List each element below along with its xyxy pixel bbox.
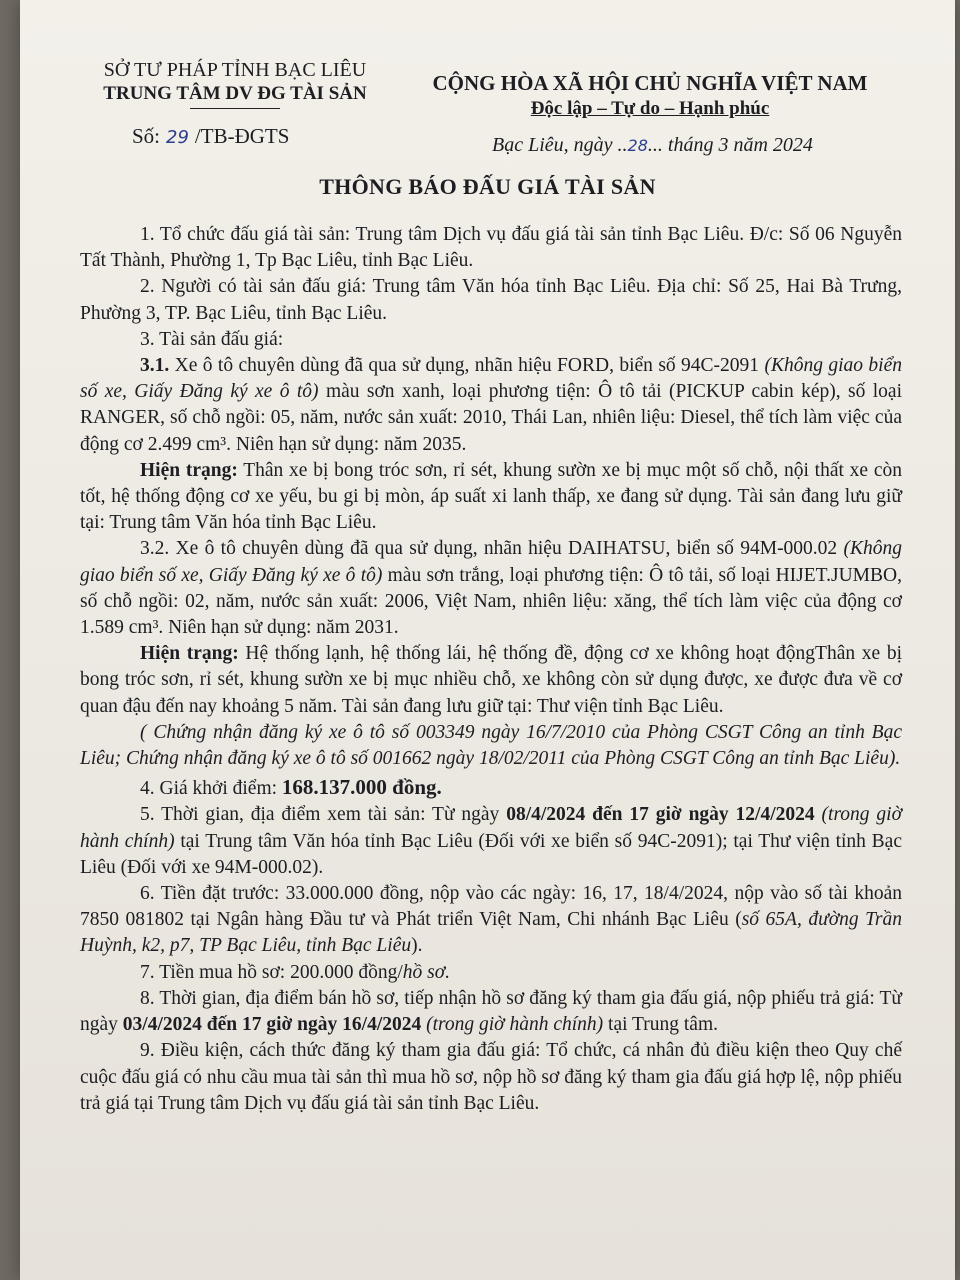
section-5-text-b: tại Trung tâm Văn hóa tỉnh Bạc Liêu (Đối với xe biển số 94C-2091); tại Thư viện tỉnh Bạc Liêu (Đối với xe 94M-000.02). xyxy=(80,830,902,878)
doc-no-prefix: Số: xyxy=(132,124,161,148)
starting-price-value: 168.137.000 đồng. xyxy=(281,775,442,800)
section-9: 9. Điều kiện, cách thức đăng ký tham gia đấu giá: Tổ chức, cá nhân đủ điều kiện theo Quy chế cuộc đấu giá có nhu cầu mua tài sản thì mua hồ sơ, nộp hồ sơ đăng ký tham gia đấu giá hợp lệ, nộp phiếu trả giá tại Trung tâm Dịch vụ đấu giá tài sản tỉnh Bạc Liêu. xyxy=(80,1040,902,1114)
section-1: 1. Tổ chức đấu giá tài sản: Trung tâm Dịch vụ đấu giá tài sản tỉnh Bạc Liêu. Đ/c: Số 06 Nguyễn Tất Thành, Phường 1, Tp Bạc Liêu, tỉnh Bạc Liêu. xyxy=(80,224,902,272)
issuing-organization xyxy=(70,58,400,109)
document-title: THÔNG BÁO ĐẤU GIÁ TÀI SẢN xyxy=(319,174,656,199)
date-day-handwritten: 28 xyxy=(627,136,648,155)
section-3-2-text-b: màu sơn trắng, loại phương tiện: Ô tô tải, số loại HIJET.JUMBO, số chỗ ngồi: 02, năm, nước sản xuất: 2006, Việt Nam, nhiên liệu: xăng, thể tích làm việc của động cơ 1.589 cm³. Niên hạn sử dụng: năm 2031. xyxy=(80,564,902,639)
condition-label: Hiện trạng: xyxy=(140,459,238,481)
document-page xyxy=(20,0,955,1280)
bank-address: số 65A, đường Trần Huỳnh, k2, p7, TP Bạc Liêu, tỉnh Bạc Liêu xyxy=(80,909,902,957)
national-header xyxy=(405,70,895,122)
section-8-note: (trong giờ hành chính) xyxy=(421,1014,604,1036)
doc-no-suffix: /TB-ĐGTS xyxy=(194,124,290,148)
section-3-2 xyxy=(80,536,902,641)
section-3-1-number: 3.1. xyxy=(140,355,170,377)
date-suffix: ... tháng 3 năm 2024 xyxy=(647,134,813,156)
section-2: 2. Người có tài sản đấu giá: Trung tâm Văn hóa tỉnh Bạc Liêu. Địa chỉ: Số 25, Hai Bà Trưng, Phường 3, TP. Bạc Liêu, tỉnh Bạc Liêu. xyxy=(80,276,902,324)
condition-text: Hệ thống lạnh, hệ thống lái, hệ thống đề, động cơ xe không hoạt độngThân xe bị bong tróc sơn, rỉ sét, khung sườn xe bị mục nhiều chỗ, xe không còn sử dụng được, xe được đưa về cơ quan đậu đến nay khoảng 5 năm. Tài sản đang lưu giữ tại: Thư viện tỉnh Bạc Liêu. xyxy=(80,643,903,717)
org-line-1: SỞ TƯ PHÁP TỈNH BẠC LIÊU xyxy=(103,59,367,81)
section-3-1-note: (Không giao biển số xe, Giấy Đăng ký xe ô tô) xyxy=(80,355,902,403)
section-6-text-a: 6. Tiền đặt trước: 33.000.000 đồng, nộp vào các ngày: 16, 17, 18/4/2024, nộp vào số tài khoản 7850 081802 tại Ngân hàng Đầu tư và Phát triển Việt Nam, Chi nhánh Bạc Liêu ( xyxy=(80,883,902,931)
section-6 xyxy=(80,881,902,960)
org-underline xyxy=(190,108,280,109)
starting-price-label: 4. Giá khởi điểm: xyxy=(140,778,282,800)
document-date xyxy=(492,134,813,157)
section-5 xyxy=(80,802,902,881)
document-number xyxy=(132,124,289,149)
section-8 xyxy=(80,986,902,1038)
section-3-2-condition xyxy=(80,641,902,720)
section-7-unit: hồ sơ. xyxy=(402,961,451,983)
section-3-1-condition xyxy=(80,458,902,537)
section-5-text-a: 5. Thời gian, địa điểm xem tài sản: Từ ngày xyxy=(140,804,507,826)
country-name: CỘNG HÒA XÃ HỘI CHỦ NGHĨA VIỆT NAM xyxy=(432,71,868,95)
section-7-text: 7. Tiền mua hồ sơ: 200.000 đồng/ xyxy=(140,961,403,983)
registration-note: ( Chứng nhận đăng ký xe ô tô số 003349 ngày 16/7/2010 của Phòng CSGT Công an tỉnh Bạc Liêu; Chứng nhận đăng ký xe ô tô số 001662 ngày 18/02/2011 của Phòng CSGT Công an tỉnh Bạc Liêu). xyxy=(80,721,902,770)
document-body xyxy=(80,222,902,1117)
section-3-1-text-a: Xe ô tô chuyên dùng đã qua sử dụng, nhãn hiệu FORD, biển số 94C-2091 xyxy=(169,355,765,377)
date-prefix: Bạc Liêu, ngày .. xyxy=(492,134,628,156)
section-4 xyxy=(80,774,902,802)
section-6-text-b: ). xyxy=(411,935,423,957)
section-8-dates: 03/4/2024 đến 17 giờ ngày 16/4/2024 xyxy=(122,1014,422,1036)
viewing-start-date: 08/4/2024 xyxy=(506,804,586,826)
section-5-note: (trong giờ hành chính) xyxy=(80,804,903,852)
national-motto: Độc lập – Tự do – Hạnh phúc xyxy=(530,98,770,119)
doc-no-handwritten: 29 xyxy=(166,127,189,148)
condition-label: Hiện trạng: xyxy=(140,643,239,665)
condition-text: Thân xe bị bong tróc sơn, rỉ sét, khung sườn xe bị mục một số chỗ, nội thất xe còn tốt, hệ thống động cơ xe yếu, bu gi bị mòn, áp suất xi lanh thấp, xe đang sử dụng. Tài sản đang lưu giữ tại: Trung tâm Văn hóa tỉnh Bạc Liêu. xyxy=(80,459,902,534)
section-3-1-text-b: màu sơn xanh, loại phương tiện: Ô tô tải (PICKUP cabin kép), số loại RANGER, số chỗ ngồi: 05, năm, nước sản xuất: 2010, Thái Lan, nhiên liệu: Diesel, thể tích làm việc của động cơ 2.499 cm³. Niên hạn sử dụng: năm 2035. xyxy=(80,381,903,455)
org-line-2: TRUNG TÂM DV ĐG TÀI SẢN xyxy=(103,83,367,104)
section-7 xyxy=(80,960,902,986)
section-3-2-text-a: 3.2. Xe ô tô chuyên dùng đã qua sử dụng, nhãn hiệu DAIHATSU, biển số 94M-000.02 xyxy=(140,538,844,560)
section-8-text-a: 8. Thời gian, địa điểm bán hồ sơ, tiếp nhận hồ sơ đăng ký tham gia đấu giá, nộp phiếu trả giá: Từ ngày xyxy=(80,987,902,1036)
section-3-2-note: (Không giao biển số xe, Giấy Đăng ký xe ô tô) xyxy=(80,538,902,586)
section-3-heading: 3. Tài sản đấu giá: xyxy=(140,328,284,350)
viewing-end: đến 17 giờ ngày 12/4/2024 xyxy=(585,804,815,826)
section-3-1 xyxy=(80,353,902,458)
section-8-text-b: tại Trung tâm. xyxy=(603,1014,719,1036)
